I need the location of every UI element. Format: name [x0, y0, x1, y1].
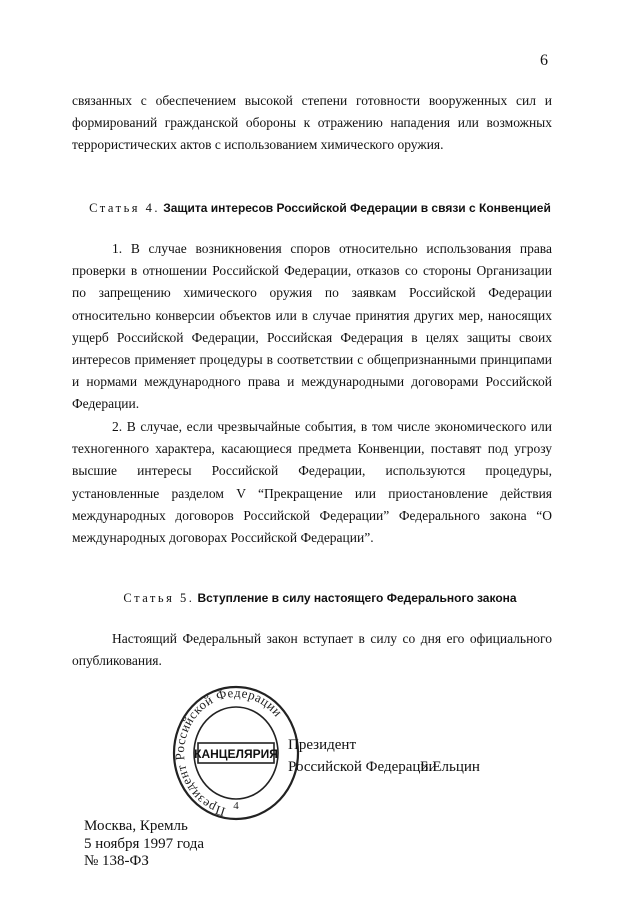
signatory-title-line: Президент [288, 737, 356, 753]
paragraph-line: и нормами международного права и международными договорами Российской [72, 374, 552, 390]
place-date-block [84, 818, 204, 871]
signatory-title [288, 734, 437, 778]
article-5-title: Вступление в силу настоящего Федерального закона [197, 591, 517, 605]
paragraph-line: опубликования. [72, 653, 162, 669]
paragraph-line: Федерации. [72, 396, 140, 412]
article-5-label: Статья 5. [123, 591, 195, 605]
seal-ring-text: Президент Российской Федерации [172, 685, 286, 820]
signatory-title-line: Российской Федерации [288, 759, 437, 775]
paragraph-line: международных договорах Российской Федерации”. [72, 530, 374, 546]
article-4-heading [0, 201, 640, 216]
signatory-name: Б.Ельцин [420, 759, 480, 775]
paragraph-line: техногенного характера, касающиеся предмета Конвенции, поставят под угрозу [72, 441, 552, 457]
paragraph-line: ущерб Российской Федерации, Российская Федерация в целях защиты своих [72, 329, 552, 345]
article-4-item-1 [72, 238, 552, 416]
date: 5 ноября 1997 года [84, 835, 205, 852]
law-number: № 138-ФЗ [84, 853, 149, 869]
article-4-label: Статья 4. [89, 201, 161, 215]
intro-paragraph [72, 90, 552, 157]
paragraph-line: 2. В случае, если чрезвычайные события, в том числе экономического или [112, 419, 552, 434]
article-5-heading [0, 591, 640, 606]
article-4-item-2 [72, 416, 552, 549]
seal-center-text: КАНЦЕЛЯРИЯ [194, 747, 278, 761]
article-4-title: Защита интересов Российской Федерации в связи с Конвенцией [163, 201, 551, 215]
place: Москва, Кремль [84, 818, 188, 834]
official-seal [172, 685, 300, 825]
paragraph-line: проверки в отношении Российской Федерации, отказов со стороны Организации [72, 263, 552, 279]
paragraph-line: установленные разделом V “Прекращение или приостановление действия [72, 485, 552, 501]
paragraph-line: относительно конверсии объектов или в случае принятия других мер, наносящих [72, 307, 552, 323]
paragraph-line: интересов применяет процедуры в соответствии с общепризнанными принципами [72, 352, 552, 368]
paragraph-line: международных договоров Российской Федерации” Федерального закона “О [72, 507, 552, 523]
seal-number: 4 [233, 800, 239, 812]
article-5-text [72, 628, 552, 672]
page-number: 6 [540, 52, 548, 69]
paragraph-line: высшие интересы Российской Федерации, используются процедуры, [72, 463, 552, 479]
paragraph-line: по запрещению химического оружия по заявкам Российской Федерации [72, 285, 552, 301]
paragraph-line: формирований гражданской обороны к отражению нападения или возможных [72, 115, 552, 131]
paragraph-line: 1. В случае возникновения споров относительно использования права [112, 241, 552, 256]
paragraph-line: террористических актов с использованием химического оружия. [72, 137, 444, 153]
paragraph-line: Настоящий Федеральный закон вступает в силу со дня его официального [112, 631, 552, 646]
paragraph-line: связанных с обеспечением высокой степени готовности вооруженных сил и [72, 93, 552, 108]
